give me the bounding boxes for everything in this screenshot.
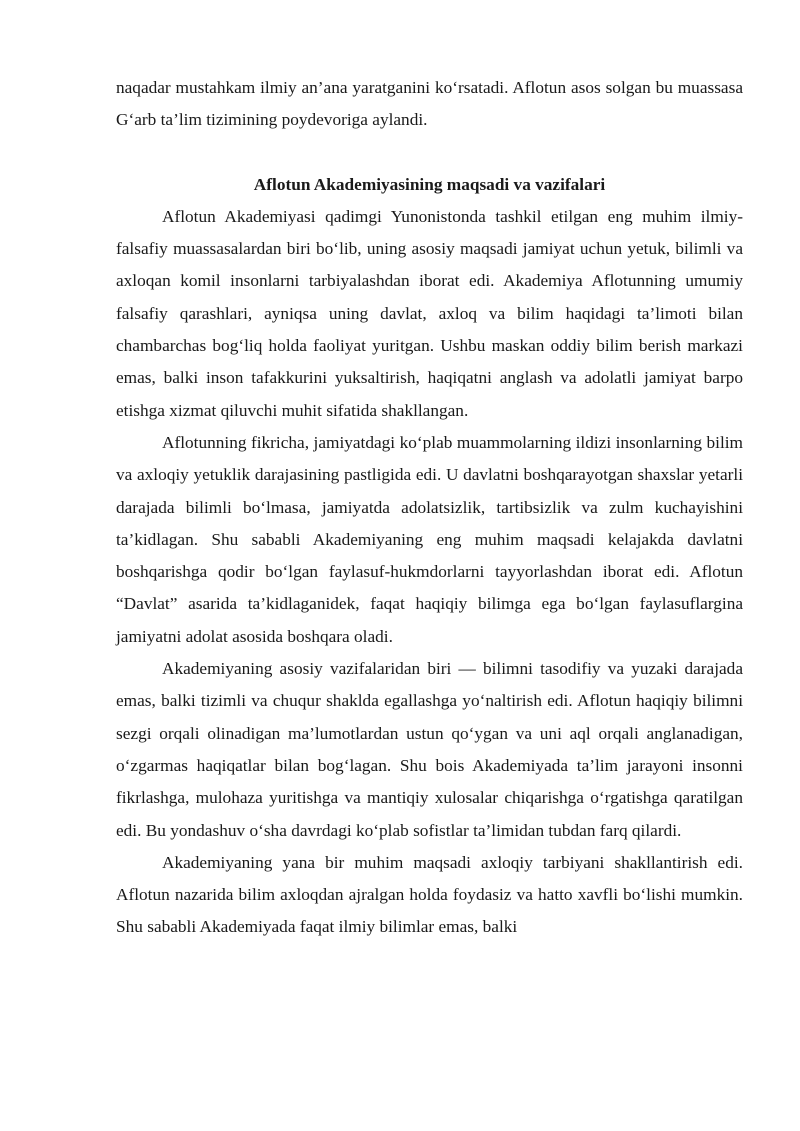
body-paragraph-1: Aflotun Akademiyasi qadimgi Yunonistonda tashkil etilgan eng muhim ilmiy-falsafiy muassasalardan biri bo‘lib, uning asosiy maqsadi jamiyat uchun yetuk, bilimli va axloqan komil insonlarni tarbiyalashdan iborat edi. Akademiya Aflotunning umumiy falsafiy qarashlari, ayniqsa uning davlat, axloq va bilim haqidagi ta’limoti bilan chambarchas bog‘liq holda faoliyat yuritgan. Ushbu maskan oddiy bilim berish markazi emas, balki inson tafakkurini yuksaltirish, haqiqatni anglash va adolatli jamiyat barpo etishga xizmat qiluvchi muhit sifatida shakllangan.	[116, 206, 743, 420]
body-paragraph-2: Aflotunning fikricha, jamiyatdagi ko‘plab muammolarning ildizi insonlarning bilim va axloqiy yetuklik darajasining pastligida edi. U davlatni boshqarayotgan shaxslar yetarli darajada bilimli bo‘lmasa, jamiyatda adolatsizlik, tartibsizlik va zulm kuchayishini ta’kidlagan. Shu sababli Akademiyaning eng muhim maqsadi kelajakda davlatni boshqarishga qodir bo‘lgan faylasuf-hukmdorlarni tayyorlashdan iborat edi. Aflotun “Davlat” asarida ta’kidlaganidek, faqat haqiqiy bilimga ega bo‘lgan faylasuflargina jamiyatni adolat asosida boshqara oladi.	[116, 432, 743, 646]
body-paragraph-4: Akademiyaning yana bir muhim maqsadi axloqiy tarbiyani shakllantirish edi. Aflotun nazarida bilim axloqdan ajralgan holda foydasiz va hatto xavfli bo‘lishi mumkin. Shu sababli Akademiyada faqat ilmiy bilimlar emas, balki	[116, 852, 743, 937]
document-page	[116, 72, 743, 944]
body-paragraph-3: Akademiyaning asosiy vazifalaridan biri — bilimni tasodifiy va yuzaki darajada emas, balki tizimli va chuqur shaklda egallashga yo‘naltirish edi. Aflotun haqiqiy bilimni sezgi orqali olinadigan ma’lumotlardan ustun qo‘ygan va uni aql orqali anglanadigan, o‘zgarmas haqiqatlar bilan bog‘lagan. Shu bois Akademiyada ta’lim jarayoni insonni fikrlashga, mulohaza yuritishga va mantiqiy xulosalar chiqarishga o‘rgatishga qaratilgan edi. Bu yondashuv o‘sha davrdagi ko‘plab sofistlar ta’limidan tubdan farq qilardi.	[116, 659, 743, 840]
intro-paragraph: naqadar mustahkam ilmiy an’ana yaratganini ko‘rsatadi. Aflotun asos solgan bu muassasa G‘arb ta’lim tizimining poydevoriga aylandi.	[116, 78, 743, 130]
section-heading: Aflotun Akademiyasining maqsadi va vazifalari	[253, 174, 606, 194]
